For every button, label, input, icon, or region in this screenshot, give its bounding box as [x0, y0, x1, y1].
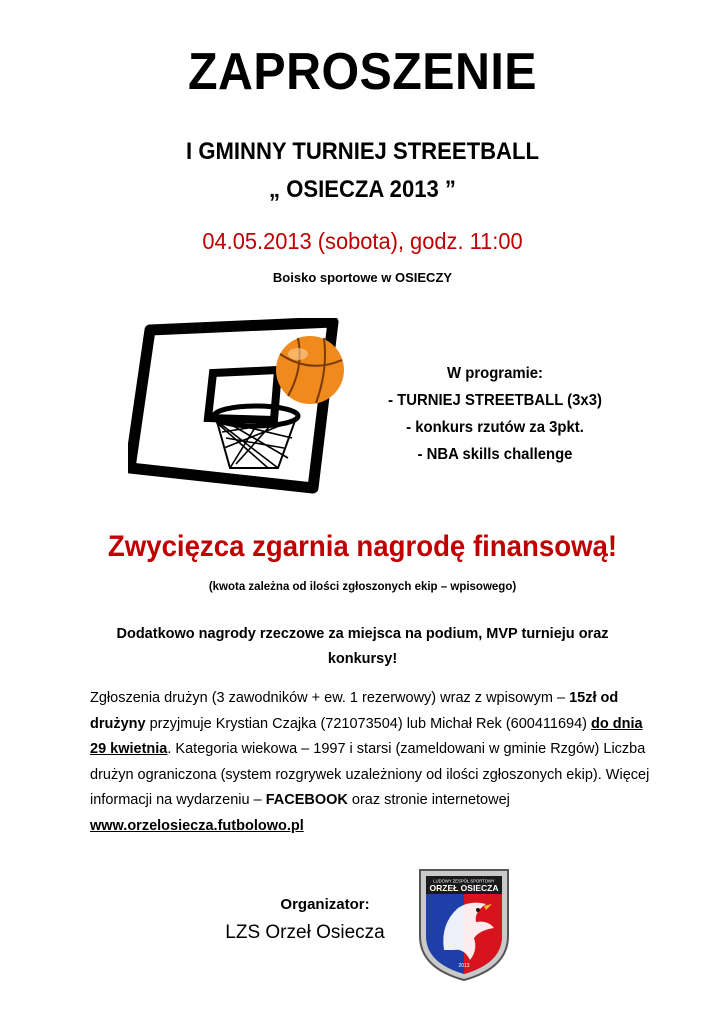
- svg-text:ORZEŁ OSIECZA: ORZEŁ OSIECZA: [429, 883, 499, 893]
- svg-text:LUDOWY ZESPÓŁ SPORTOWY: LUDOWY ZESPÓŁ SPORTOWY: [433, 878, 495, 884]
- website-link[interactable]: www.orzelosiecza.futbolowo.pl: [90, 817, 304, 834]
- event-venue: Boisko sportowe w OSIECZY: [272, 270, 453, 285]
- invitation-title: ZAPROSZENIE: [187, 43, 538, 101]
- prize-note: (kwota zależna od ilości zgłoszonych ekip – wpisowego): [208, 581, 517, 593]
- program-item: - konkurs rzutów za 3pkt.: [406, 419, 584, 436]
- event-date: 04.05.2013 (sobota), godz. 11:00: [202, 228, 523, 254]
- program-item: - TURNIEJ STREETBALL (3x3): [388, 392, 602, 409]
- prize-headline: Zwycięzca zgarnia nagrodę finansową!: [107, 530, 618, 563]
- program-heading: W programie:: [447, 365, 543, 382]
- organizer-label: Organizator:: [280, 896, 370, 913]
- extra-prizes: Dodatkowo nagrody rzeczowe za miejsca na podium, MVP turnieju oraz konkursy!: [116, 626, 609, 667]
- registration-text: Zgłoszenia drużyn (3 zawodników + ew. 1 rezerwowy) wraz z wpisowym –: [90, 690, 570, 706]
- registration-text: przyjmuje Krystian Czajka (721073504) lub Michał Rek (600411694): [145, 715, 592, 732]
- svg-text:2013: 2013: [458, 963, 470, 969]
- registration-paragraph: [90, 686, 650, 839]
- basketball-hoop-icon: [128, 318, 358, 498]
- program-list: [369, 360, 620, 468]
- entry-fee: 15zł od drużyny: [90, 690, 619, 732]
- organizer-name: LZS Orzeł Osiecza: [225, 922, 385, 943]
- facebook-mention: FACEBOOK: [265, 792, 348, 808]
- program-item: - NBA skills challenge: [417, 446, 573, 463]
- registration-text: . Kategoria wiekowa – 1997 i starsi (zameldowani w gminie Rzgów) Liczba drużyn ograniczona (system rozgrywek uzależniony od ilości zgłoszonych ekip). Więcej informacji na wydarzeniu –: [90, 741, 650, 808]
- basketball: [276, 336, 344, 404]
- tournament-edition: „ OSIECZA 2013 ”: [269, 176, 456, 203]
- club-crest-logo: [414, 864, 514, 984]
- deadline: do dnia 29 kwietnia: [90, 715, 643, 757]
- registration-text: oraz stronie internetowej: [347, 792, 510, 808]
- tournament-name: I GMINNY TURNIEJ STREETBALL: [186, 138, 539, 165]
